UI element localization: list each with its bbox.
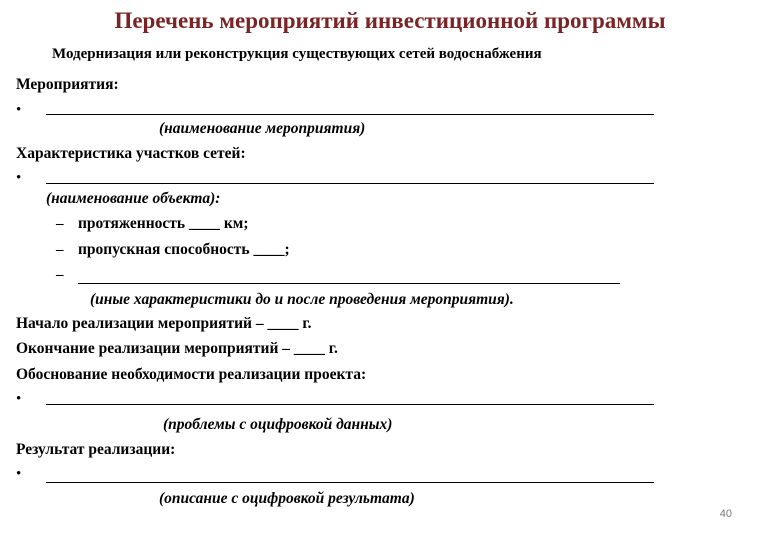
capacity-item: пропускная способность ____; [78,241,290,258]
justification-bullet: • [16,391,22,407]
slide-subtitle: Модернизация или реконструкция существующих сетей водоснабжения [52,46,542,62]
length-item: протяженность ____ км; [78,215,249,232]
slide-title: Перечень мероприятий инвестиционной программы [114,8,666,33]
result-label: Результат реализации: [16,441,176,458]
activities-label: Мероприятия: [16,76,119,93]
end-label: Окончание реализации мероприятий – ____ г. [16,340,338,357]
length-dash: – [56,216,64,232]
object-caption: (наименование объекта): [46,190,221,207]
other-caption: (иные характеристики до и после проведения мероприятия). [90,291,514,308]
result-bullet: • [16,466,22,482]
activity-blank-line [46,114,654,115]
result-caption: (описание с оцифровкой результата) [159,490,415,507]
result-blank-line [46,482,654,483]
other-blank-line [78,283,620,284]
justification-caption: (проблемы с оцифровкой данных) [163,416,393,433]
capacity-dash: – [56,242,64,258]
justification-label: Обоснование необходимости реализации проекта: [16,366,367,383]
activity-caption: (наименование мероприятия) [159,120,366,137]
network-label: Характеристика участков сетей: [16,145,246,162]
other-dash: – [56,267,64,283]
justification-blank-line [46,404,654,405]
activities-bullet: • [16,102,22,118]
start-label: Начало реализации мероприятий – ____ г. [16,315,312,332]
page-number: 40 [719,508,732,520]
network-bullet: • [16,170,22,186]
object-blank-line [46,183,654,184]
